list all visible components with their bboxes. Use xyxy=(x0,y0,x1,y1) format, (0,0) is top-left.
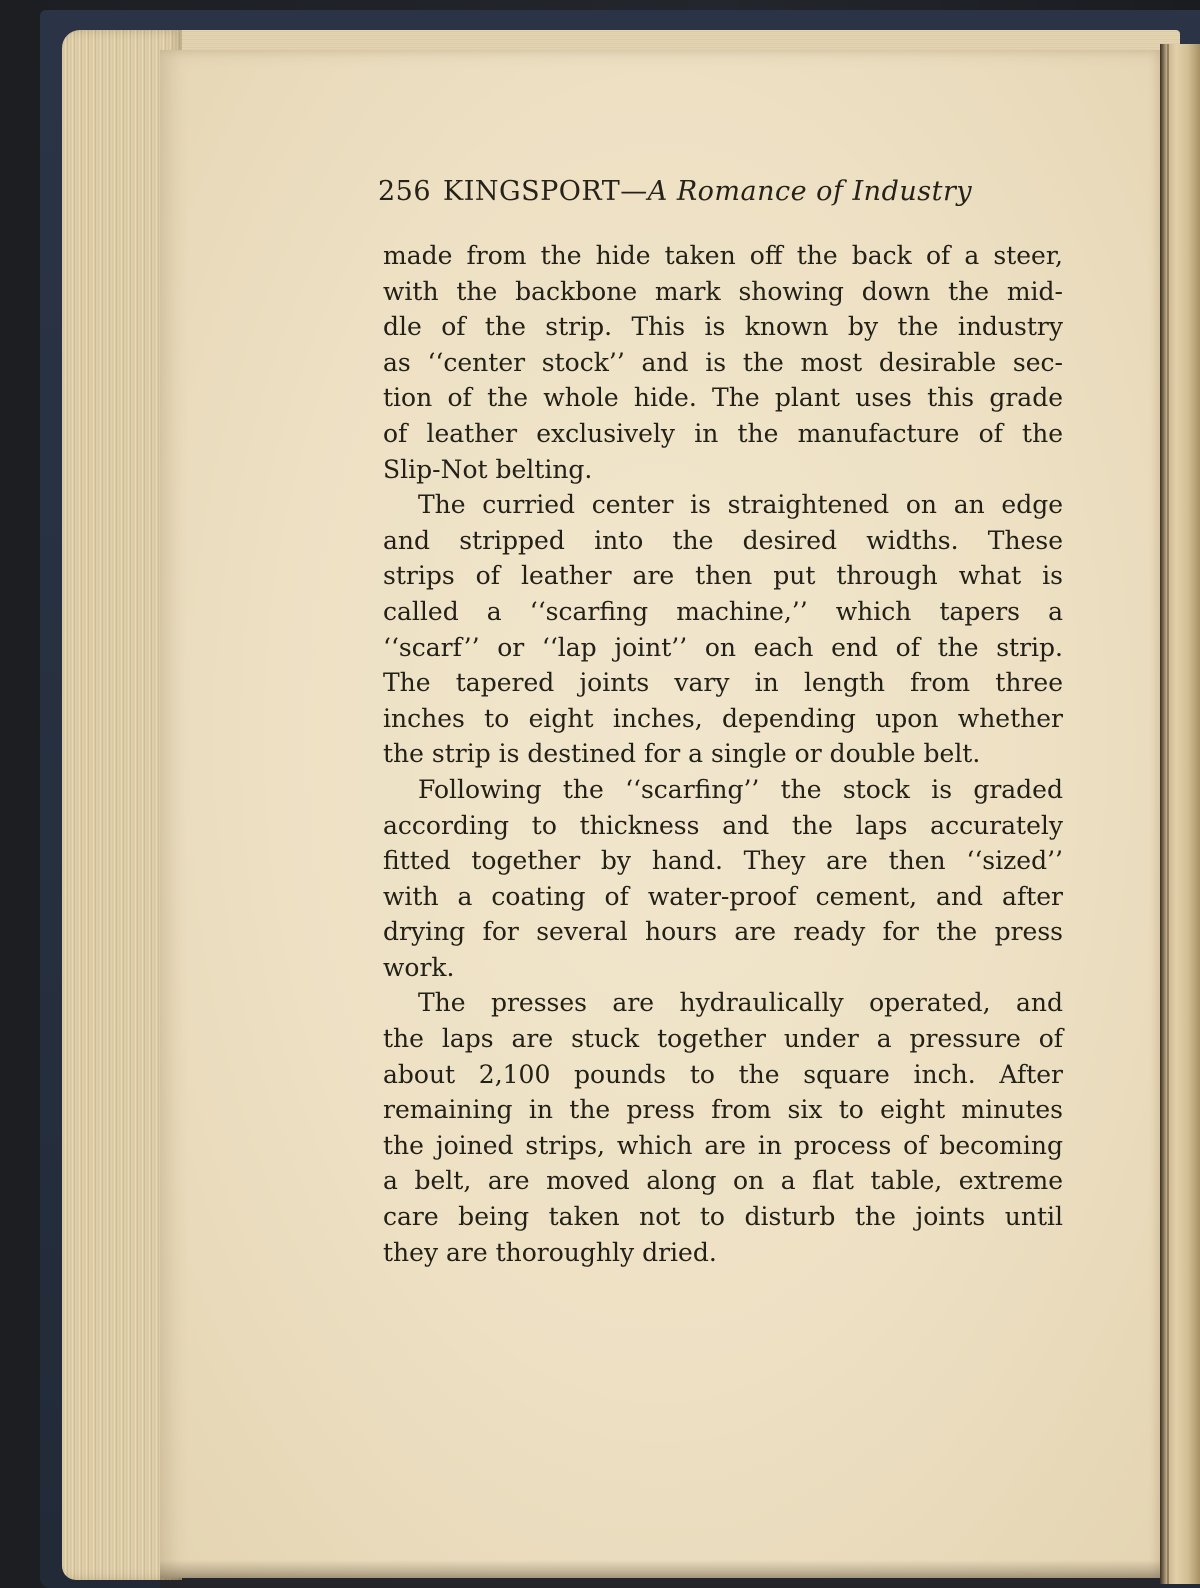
text-line: made from the hide taken off the back of a steer, xyxy=(383,241,1063,270)
book-subtitle: A Romance of Industry xyxy=(647,176,973,207)
text-line: according to thickness and the laps accurately xyxy=(383,810,1063,840)
gutter-line xyxy=(1167,44,1169,1584)
text-line: and stripped into the desired widths. These xyxy=(383,525,1063,555)
text-line: with a coating of water-proof cement, and after xyxy=(383,881,1063,911)
text-line: with the backbone mark showing down the mid- xyxy=(383,276,1063,306)
text-line: inches to eight inches, depending upon whether xyxy=(383,703,1063,733)
text-line: tion of the whole hide. The plant uses this grade xyxy=(383,383,1063,413)
text-line: remaining in the press from six to eight minutes xyxy=(383,1095,1063,1125)
facing-page-edge xyxy=(1160,44,1200,1584)
text-line: the joined strips, which are in process of becoming xyxy=(383,1130,1063,1160)
text-line: a belt, are moved along on a flat table, extreme xyxy=(383,1166,1063,1196)
text-line: ‘‘scarf’’ or ‘‘lap joint’’ on each end of the strip. xyxy=(383,632,1063,662)
running-head xyxy=(378,176,1038,207)
text-line: Following the ‘‘scarfing’’ the stock is graded xyxy=(418,774,1063,804)
text-line: The tapered joints vary in length from three xyxy=(383,668,1063,698)
text-line: work. xyxy=(383,952,455,982)
text-line: as ‘‘center stock’’ and is the most desirable sec- xyxy=(383,347,1063,377)
text-line: of leather exclusively in the manufacture of the xyxy=(383,418,1063,448)
text-line: strips of leather are then put through what is xyxy=(383,561,1063,591)
text-line: Slip-Not belting. xyxy=(383,454,593,484)
body-text xyxy=(383,238,1063,1270)
text-line: the strip is destined for a single or double belt. xyxy=(383,739,981,769)
text-line: The presses are hydraulically operated, and xyxy=(418,988,1063,1018)
text-line: about 2,100 pounds to the square inch. After xyxy=(383,1059,1063,1089)
text-line: the laps are stuck together under a pressure of xyxy=(383,1024,1063,1054)
text-line: fitted together by hand. They are then ‘‘sized’’ xyxy=(383,846,1063,876)
text-line: care being taken not to disturb the joints until xyxy=(383,1202,1063,1232)
text-line: drying for several hours are ready for the press xyxy=(383,917,1063,947)
page-number: 256 xyxy=(378,176,432,207)
text-line: they are thoroughly dried. xyxy=(383,1237,717,1267)
book-title: KINGSPORT— xyxy=(443,176,648,207)
page-bottom-shadow xyxy=(160,1560,1160,1588)
text-line: called a ‘‘scarfing machine,’’ which tapers a xyxy=(383,596,1063,626)
text-line: dle of the strip. This is known by the industry xyxy=(383,312,1063,342)
text-line: The curried center is straightened on an edge xyxy=(418,490,1063,520)
